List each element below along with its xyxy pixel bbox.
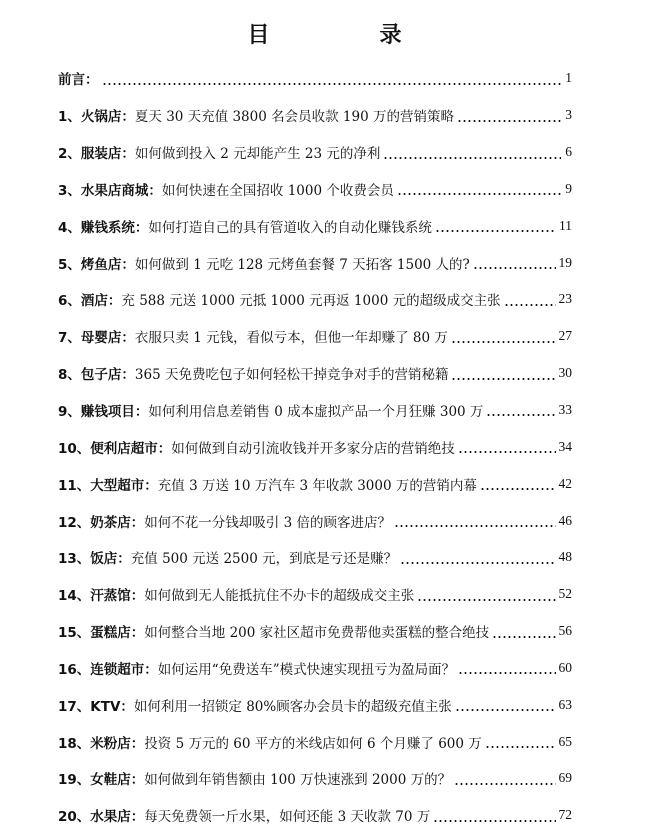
toc-entry [58,134,572,171]
dot-leader [457,120,561,122]
dot-leader [485,746,556,748]
toc-entry [58,281,572,318]
toc-entry [58,392,572,429]
dot-leader [451,378,555,380]
toc-entry-number: 1、 [58,109,81,126]
dot-leader [383,157,561,159]
toc-entry-page-number: 46 [558,512,572,528]
toc-entry-number: 5、 [58,256,81,273]
toc-entry-number: 9、 [58,404,81,421]
toc-entry [58,686,572,723]
dot-leader [400,562,555,564]
toc-entry-topic: 如何运用“免费送车”模式快速实现扭亏为盈局面？ [157,661,456,678]
toc-entry-page-number: 30 [558,365,572,381]
toc-entry-category: 大型超市： [90,477,158,494]
toc-entry-category: 酒店： [80,293,122,310]
toc-entry-topic: 如何做到投入 2 元却能产生 23 元的净利 [134,146,381,163]
toc-entry-number: 19、 [58,772,91,789]
dot-leader [397,193,561,195]
toc-entry-label [58,105,454,125]
page-title: 目 录 [247,23,424,48]
toc-entry-number: 13、 [58,551,91,568]
table-of-contents [58,60,572,834]
toc-entry-category: 便利店超市： [90,440,172,457]
toc-entry-label [58,658,455,678]
toc-entry-label [58,584,414,604]
toc-entry-topic: 衣服只卖 1 元钱，看似亏本，但他一年却赚了 80 万 [134,330,448,347]
toc-entry-label [58,805,430,825]
toc-entry-topic: 投资 5 万元的 60 平方的米线店如何 6 个月赚了 600 万 [144,735,482,752]
toc-entry-label [58,437,455,457]
dot-leader [433,820,555,822]
toc-entry [58,613,572,650]
toc-entry-topic: 夏天 30 天充值 3800 名会员收款 190 万的营销策略 [134,109,454,126]
toc-entry [58,650,572,687]
toc-entry-topic: 如何利用一招锁定 80%顾客办会员卡的超级充值主张 [133,698,452,715]
toc-entry-topic: 如何打造自己的具有管道收入的自动化赚钱系统 [148,219,432,236]
dot-leader [455,709,556,711]
toc-entry-category: 服装店： [80,146,135,163]
toc-entry-topic: 充值 3 万送 10 万汽车 3 年收款 3000 万的营销内幕 [157,477,477,494]
toc-entry-topic: 如何整合当地 200 家社区超市免费帮他卖蛋糕的整合绝技 [144,625,490,642]
toc-entry-number: 8、 [58,367,81,384]
toc-entry-label [58,253,470,273]
dot-leader [458,672,555,674]
toc-entry-page-number: 60 [558,659,572,675]
toc-entry-category: 火锅店： [80,109,135,126]
toc-entry-label [58,68,99,88]
dot-leader [492,636,555,638]
toc-entry-page-number: 56 [558,623,572,639]
toc-entry [58,502,572,539]
toc-entry-topic: 充 588 元送 1000 元抵 1000 元再返 1000 元的超级成交主张 [121,293,501,310]
toc-entry-page-number: 1 [565,70,572,86]
toc-entry [58,760,572,797]
toc-entry-category: 饭店： [90,551,131,568]
toc-entry [58,244,572,281]
toc-entry [58,428,572,465]
toc-entry-number: 7、 [58,330,81,347]
toc-entry-label [58,474,477,494]
toc-entry-page-number: 3 [565,107,572,123]
toc-entry-number: 2、 [58,146,81,163]
toc-entry-category: 女鞋店： [90,772,145,789]
toc-entry-label [58,142,380,162]
toc-entry [58,797,572,834]
dot-leader [480,488,556,490]
toc-entry-label [58,621,489,641]
toc-entry-page-number: 52 [558,586,572,602]
dot-leader [486,414,555,416]
toc-entry [58,465,572,502]
toc-entry-number: 12、 [58,514,91,531]
toc-entry-label [58,732,482,752]
toc-entry-category: 水果店： [90,809,145,826]
toc-entry-number: 15、 [58,625,91,642]
toc-entry-topic: 充值 500 元送 2500 元，到底是亏还是赚？ [130,551,398,568]
toc-entry-page-number: 11 [559,217,572,233]
toc-entry-page-number: 65 [558,733,572,749]
toc-entry-topic: 如何做到 1 元吃 128 元烤鱼套餐 7 天拓客 1500 人的? [134,256,470,273]
toc-entry-page-number: 42 [558,475,572,491]
toc-entry-page-number: 9 [565,180,572,196]
toc-entry-number: 17、 [58,698,91,715]
toc-entry-category: 米粉店： [90,735,145,752]
dot-leader [435,230,556,232]
dot-leader [451,341,556,343]
toc-entry-number: 20、 [58,809,91,826]
toc-entry-page-number: 48 [558,549,572,565]
toc-entry [58,355,572,392]
toc-entry-label [58,511,391,531]
toc-entry-topic: 如何做到无人能抵抗住不办卡的超级成交主张 [144,588,415,605]
toc-entry-label [58,326,448,346]
toc-entry-topic: 如何不花一分钱却吸引 3 倍的顾客进店？ [144,514,391,531]
toc-entry-number: 18、 [58,735,91,752]
toc-entry-label [58,400,483,420]
toc-entry-topic: 如何做到年销售额由 100 万快速涨到 2000 万的？ [144,772,452,789]
dot-leader [473,267,556,269]
toc-entry [58,723,572,760]
toc-entry-page-number: 63 [558,696,572,712]
toc-entry-topic: 365 天免费吃包子如何轻松干掉竞争对手的营销秘籍 [134,367,449,384]
toc-entry [58,171,572,208]
toc-entry-page-number: 33 [558,402,572,418]
toc-entry [58,576,572,613]
toc-entry-category: 烤鱼店： [80,256,135,273]
toc-entry [58,60,572,97]
dot-leader [458,451,556,453]
toc-entry-topic: 每天免费领一斤水果，如何还能 3 天收款 70 万 [144,809,431,826]
toc-entry-page-number: 19 [558,254,572,270]
toc-entry-category: 奶茶店： [90,514,145,531]
dot-leader [417,599,555,601]
toc-entry-label [58,363,448,383]
toc-entry-number: 3、 [58,182,81,199]
toc-entry-category: 连锁超市： [90,661,158,678]
toc-entry-label [58,216,432,236]
toc-entry-page-number: 69 [558,770,572,786]
dot-leader [504,304,556,306]
toc-entry-category: 母婴店： [80,330,135,347]
toc-entry-page-number: 72 [558,807,572,823]
toc-entry-label [58,768,451,788]
toc-entry-label [58,179,394,199]
dot-leader [102,83,562,85]
toc-entry-number: 4、 [58,219,81,236]
toc-entry-page-number: 6 [565,144,572,160]
toc-entry-category: 水果店商城： [80,182,162,199]
toc-entry-page-number: 23 [558,291,572,307]
toc-entry-topic: 如何做到自动引流收钱并开多家分店的营销绝技 [171,440,455,457]
toc-entry-topic: 如何快速在全国招收 1000 个收费会员 [161,182,394,199]
toc-entry [58,318,572,355]
toc-entry-category: KTV： [90,698,134,715]
toc-entry-category: 赚钱项目： [80,404,149,421]
toc-entry-label [58,547,397,567]
toc-entry-category: 汗蒸馆： [90,588,145,605]
toc-entry [58,97,572,134]
toc-entry-category: 蛋糕店： [90,625,145,642]
toc-entry-page-number: 27 [558,328,572,344]
toc-entry-number: 6、 [58,293,81,310]
toc-entry-category: 赚钱系统： [80,219,149,236]
toc-entry-topic: 如何利用信息差销售 0 成本虚拟产品一个月狂赚 300 万 [148,404,484,421]
toc-entry-number: 16、 [58,661,91,678]
toc-entry [58,207,572,244]
toc-entry-label [58,289,501,309]
toc-entry-number: 10、 [58,440,91,457]
toc-entry [58,539,572,576]
toc-entry-number: 11、 [58,477,91,494]
dot-leader [394,525,556,527]
dot-leader [454,783,555,785]
toc-entry-number: 14、 [58,588,91,605]
toc-entry-page-number: 34 [558,438,572,454]
toc-entry-category: 前言： [58,72,99,89]
toc-entry-category: 包子店： [80,367,135,384]
toc-entry-label [58,695,452,715]
